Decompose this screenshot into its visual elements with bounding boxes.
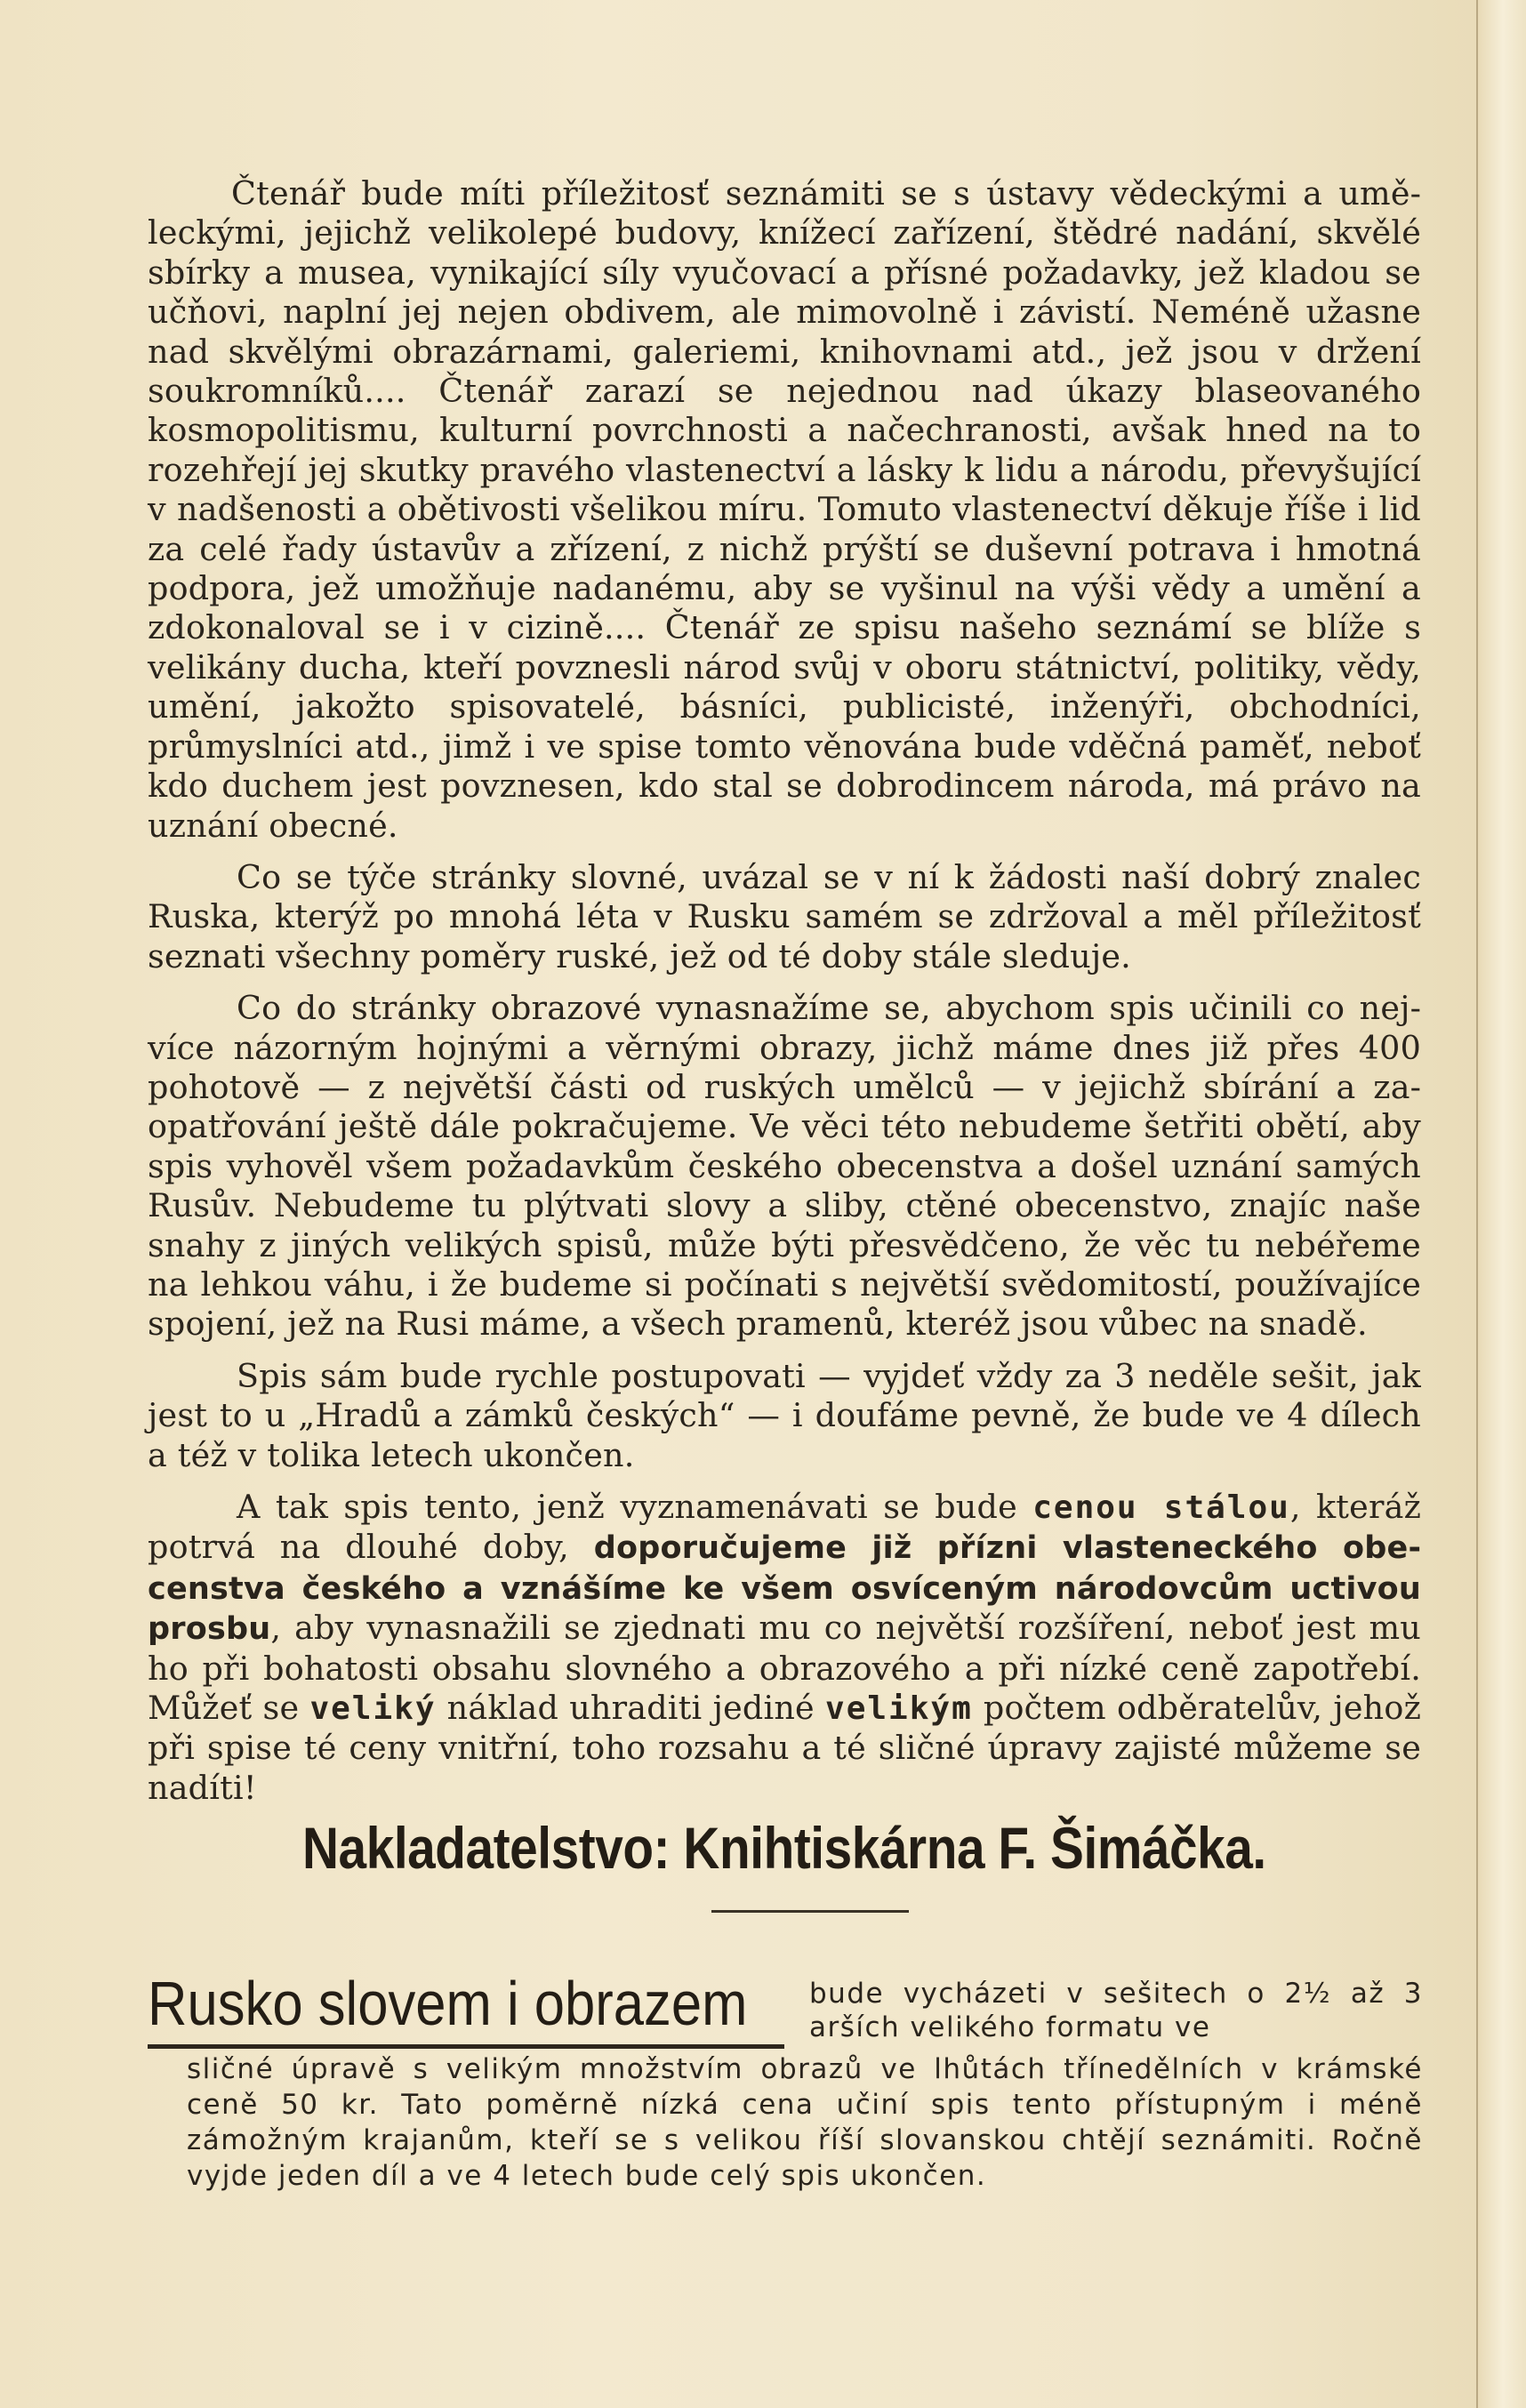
final-text-2: , kteráž potrvá na dlouhé doby, xyxy=(148,1488,1421,1567)
final-text-1: A tak spis tento, jenž vyznamenávati se bude xyxy=(237,1488,1033,1526)
final-text-4: náklad uhraditi jediné xyxy=(436,1689,826,1728)
final-text-5: počtem odběratelův, jehož při spise té ceny vnitřní, toho rozsahu a té sličné úpravy zajisté můžeme se nadíti! xyxy=(148,1689,1421,1807)
paragraph-1: Čtenář bude míti příležitosť seznámiti se s ústavy vědeckými a uměleckými, jejichž velikolepé budovy, knížecí zařízení, štědré nadání, skvělé sbírky a musea, vynikající síly vyučovací a přísné požadavky, jež kladou se učňovi, naplní jej nejen obdivem, ale mimovolně i závistí. Neméně užasne nad skvělými obrazárnami, galeriemi, knihovnami atd., jež jsou v držení soukromníků.... Čtenář zarazí se nejednou nad úkazy blaseovaného kosmopolitismu, kulturní povrchnosti a načechranosti, avšak hned na to rozehřejí jej skutky pravého vlastenectví a lásky k lidu a národu, převyšující v nadšenosti a obětivosti všelikou míru. Tomuto vlastenectví děkuje říše i lid za celé řady ústavův a zřízení, z nichž prýští se duševní potrava i hmotná podpora, jež umožňuje nadanému, aby se vyšinul na výši vědy a umění a zdokonaloval se i v cizině.... Čtenář ze spisu našeho seznámí se blíže s velikány ducha, kteří povznesli národ svůj v oboru státnictví, politiky, vědy, umění, jakožto spisovatelé, básníci, publicisté, inženýři, obchodníci, průmyslníci atd., jimž i ve spise tomto věnována bude vděčná paměť, neboť kdo duchem jest povznesen, kdo stal se dobrodincem národa, má právo na uznání obecné. xyxy=(148,174,1421,845)
paragraph-3: Co do stránky obrazové vynasnažíme se, abychom spis učinili co nejvíce názorným hojnými a věrnými obrazy, jichž máme dnes již přes 400 pohotově — z největší části od ruských umělců — v jejichž sbírání a zaopatřování ještě dále pokračujeme. Ve věci této nebudeme šetřiti obětí, aby spis vyhověl všem požadavkům českého obecenstva a došel uznání samých Rusův. Nebudeme tu plýtvati slovy a sliby, ctěné obecenstvo, znajíc naše snahy z jiných velikých spisů, může býti přesvědčeno, že věc tu nebéřeme na lehkou váhu, i že budeme si počínati s největší svědomitostí, používajíce spojení, jež na Rusi máme, a všech pramenů, kteréž jsou vůbec na snadě. xyxy=(148,989,1421,1344)
paragraph-2: Co se týče stránky slovné, uvázal se v ní k žádosti naší dobrý znalec Ruska, kterýž po mnohá léta v Rusku samém se zdržoval a měl příležitosť seznati všechny poměry ruské, jež od té doby stále sleduje. xyxy=(148,857,1421,975)
page-edge xyxy=(1476,0,1526,2408)
advert-title-underline xyxy=(148,2044,784,2049)
emphasis-velikym: velikým xyxy=(825,1690,973,1728)
final-text-3: , aby vynasnažili se zjednati mu co největší rozšíření, neboť jest mu ho při bohatosti obsahu slovného a obrazového a při nízké ceně zapotřebí. Můžeť se xyxy=(148,1609,1421,1728)
divider-rule xyxy=(711,1910,909,1913)
paragraph-5 xyxy=(148,1488,1421,1808)
publisher-line: Nakladatelstvo: Knihtiskárna F. Šimáčka. xyxy=(302,1815,1266,1881)
bold-appeal: doporučujeme již přízni vlasteneckého obecenstva českého a vznášíme ke všem osvíceným národovcům uctivou prosbu xyxy=(148,1530,1421,1648)
advert-first-line: bude vycházeti v sešitech o 2½ až 3 arších velikého formatu ve xyxy=(809,1978,1423,2043)
main-text xyxy=(148,174,1421,1820)
advert-title: Rusko slovem i obrazem xyxy=(148,1969,748,2038)
emphasis-cenou-stalou: cenou stálou xyxy=(1032,1489,1290,1526)
advert-body: sličné úpravě s velikým množstvím obrazů ve lhůtách třínedělních v krámské ceně 50 kr. Tato poměrně nízká cena učiní spis tento přístupným i méně zámožným krajanům, kteří se s velikou říší slovanskou chtějí seznámiti. Ročně vyjde jeden díl a ve 4 letech bude celý spis ukončen. xyxy=(187,2053,1423,2192)
emphasis-veliky: veliký xyxy=(309,1690,437,1728)
paragraph-4: Spis sám bude rychle postupovati — vyjdeť vždy za 3 neděle sešit, jak jest to u „Hradů a zámků českých“ — i doufáme pevně, že bude ve 4 dílech a též v tolika letech ukončen. xyxy=(148,1356,1421,1474)
